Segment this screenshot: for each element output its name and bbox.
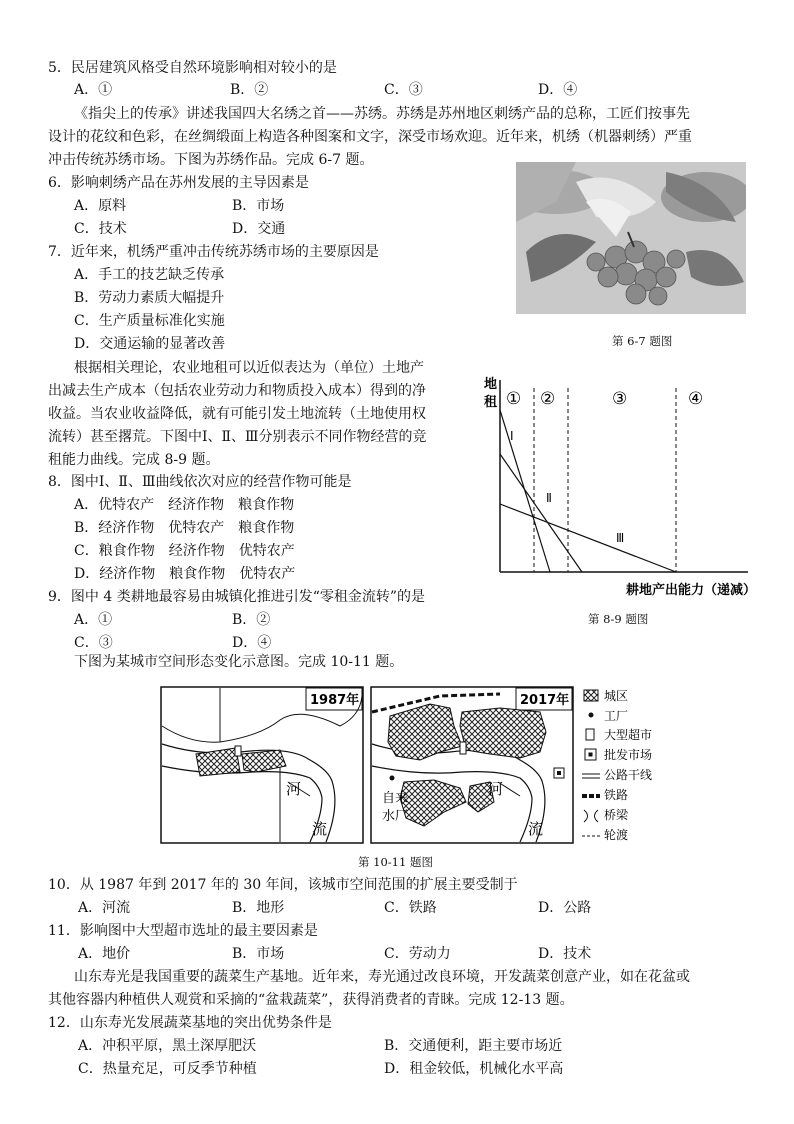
q5-option-d: D．④ (538, 82, 578, 98)
map-legend (582, 689, 652, 842)
q8-option-a: A．优特农产 经济作物 粮食作物 (74, 497, 295, 513)
map1-river-char1: 河 (286, 780, 302, 798)
zone-1-label: ① (506, 389, 522, 409)
fig1011-caption: 第 10-11 题图 (358, 855, 433, 869)
intro89-line3: 收益。当农业收益降低，就有可能引发土地流转（土地使用权 (48, 406, 426, 422)
intro89-line1: 根据相关理论，农业地租可以近似表达为（单位）土地产 (74, 360, 424, 376)
legend-label-0: 城区 (604, 689, 629, 703)
q12-option-b: B．交通便利，距主要市场近 (384, 1038, 563, 1054)
q12-option-c: C．热量充足，可反季节种植 (78, 1061, 257, 1077)
q11-option-c: C．劳动力 (384, 946, 451, 962)
dot-icon (589, 713, 594, 718)
q8-option-c: C．粮食作物 经济作物 优特农产 (74, 543, 295, 559)
bridge-icon (584, 810, 598, 822)
legend-label-6: 桥梁 (604, 808, 629, 822)
q9-option-c: C．③ (74, 635, 113, 651)
q9-option-a: A．① (74, 612, 113, 628)
q5-stem: 5．民居建筑风格受自然环境影响相对较小的是 (48, 60, 337, 76)
q10-option-d: D．公路 (538, 900, 592, 916)
fig67-caption: 第 6-7 题图 (612, 334, 673, 348)
q9-option-b: B．② (232, 612, 271, 628)
q11-stem: 11．影响图中大型超市选址的最主要因素是 (48, 923, 318, 939)
intro67-line1: 《指尖上的传承》讲述我国四大名绣之首——苏绣。苏绣是苏州地区刺绣产品的总称，工匠们按事先 (74, 106, 690, 122)
legend-label-1: 工厂 (604, 709, 629, 723)
q9-option-d: D．④ (232, 635, 272, 651)
q7-option-c: C．生产质量标准化实施 (74, 313, 225, 329)
zone-4-label: ④ (688, 389, 704, 409)
q12-option-a: A．冲积平原，黑土深厚肥沃 (78, 1038, 257, 1054)
intro89-line2: 出减去生产成本（包括农业劳动力和物质投入成本）得到的净 (48, 383, 426, 399)
curve-3 (500, 504, 676, 572)
intro89-line5: 租能力曲线。完成 8-9 题。 (48, 452, 220, 468)
intro67-line3: 冲击传统苏绣市场。下图为苏绣作品。完成 6-7 题。 (48, 152, 374, 168)
q6-option-b: B．市场 (232, 198, 285, 214)
map1-year: 1987年 (310, 693, 360, 708)
q6-stem: 6．影响刺绣产品在苏州发展的主导因素是 (48, 175, 309, 191)
intro1213-line2: 其他容器内种植供人观赏和采摘的“盆栽蔬菜”，获得消费者的青睐。完成 12-13 题。 (48, 992, 574, 1008)
q5-option-a: A．① (74, 82, 113, 98)
city-maps-figure (160, 686, 680, 846)
waterworks-label-1: 自来 (382, 791, 409, 806)
map-2017 (371, 687, 573, 843)
q10-stem: 10．从 1987 年到 2017 年的 30 年间，该城市空间范围的扩展主要受制于 (48, 877, 518, 893)
legend-label-3: 批发市场 (604, 748, 653, 762)
q10-option-c: C．铁路 (384, 900, 437, 916)
q7-option-d: D．交通运输的显著改善 (74, 336, 226, 352)
map-1987 (161, 687, 363, 843)
legend-label-2: 大型超市 (604, 728, 653, 742)
suzhou-embroidery-photo (516, 162, 746, 314)
bid-rent-diagram (478, 372, 768, 604)
map2-year: 2017年 (520, 693, 570, 708)
map2-river-char1: 河 (488, 780, 504, 798)
q12-option-d: D．租金较低，机械化水平高 (384, 1061, 564, 1077)
q6-option-c: C．技术 (74, 221, 127, 237)
q7-option-a: A．手工的技艺缺乏传承 (74, 267, 225, 283)
intro1011: 下图为某城市空间形态变化示意图。完成 10-11 题。 (74, 654, 404, 670)
curve-1-label: Ⅰ (510, 429, 514, 443)
supermarket-icon (586, 729, 594, 740)
q6-option-a: A．原料 (74, 198, 127, 214)
q5-option-c: C．③ (384, 82, 423, 98)
q10-option-a: A．河流 (78, 900, 131, 916)
q8-option-d: D．经济作物 粮食作物 优特农产 (74, 566, 296, 582)
waterworks-label-2: 水厂 (382, 809, 409, 824)
legend-label-5: 铁路 (604, 788, 629, 802)
q7-option-b: B．劳动力素质大幅提升 (74, 290, 225, 306)
ylabel-top: 地 (484, 377, 498, 392)
intro89-line4: 流转）甚至撂荒。下图中Ⅰ、Ⅱ、Ⅲ分别表示不同作物经营的竞 (48, 429, 427, 445)
curve-2-label: Ⅱ (546, 491, 552, 505)
q9-stem: 9．图中 4 类耕地最容易由城镇化推进引发“零租金流转”的是 (48, 589, 426, 605)
legend-label-4: 公路干线 (604, 768, 653, 782)
q7-stem: 7．近年来，机绣严重冲击传统苏绣市场的主要原因是 (48, 244, 379, 260)
map1-river-char2: 流 (312, 820, 328, 838)
highway-icon (582, 774, 600, 778)
zone-2-label: ② (540, 389, 556, 409)
q5-option-b: B．② (230, 82, 269, 98)
ylabel-bottom: 租 (484, 395, 498, 410)
curve-2 (500, 454, 582, 572)
fig89-caption: 第 8-9 题图 (588, 612, 649, 626)
intro67-line2: 设计的花纹和色彩，在丝绸缎面上构造各种图案和文字，深受市场欢迎。近年来，机绣（机器刺绣）严重 (48, 129, 692, 145)
curve-3-label: Ⅲ (616, 531, 625, 545)
hatch-box-icon (584, 690, 598, 701)
xlabel: 耕地产出能力（递减） (626, 583, 757, 598)
legend-label-7: 轮渡 (604, 828, 629, 842)
q8-stem: 8．图中Ⅰ、Ⅱ、Ⅲ曲线依次对应的经营作物可能是 (48, 474, 352, 490)
intro1213-line1: 山东寿光是我国重要的蔬菜生产基地。近年来，寿光通过改良环境，开发蔬菜创意产业，如在花盆或 (74, 969, 690, 985)
q8-option-b: B．经济作物 优特农产 粮食作物 (74, 520, 295, 536)
q6-option-d: D．交通 (232, 221, 286, 237)
q12-stem: 12．山东寿光发展蔬菜基地的突出优势条件是 (48, 1015, 332, 1031)
q11-option-a: A．地价 (78, 946, 131, 962)
map2-river-char2: 流 (528, 820, 544, 838)
q10-option-b: B．地形 (232, 900, 285, 916)
zone-3-label: ③ (612, 389, 628, 409)
q11-option-b: B．市场 (232, 946, 285, 962)
q11-option-d: D．技术 (538, 946, 592, 962)
